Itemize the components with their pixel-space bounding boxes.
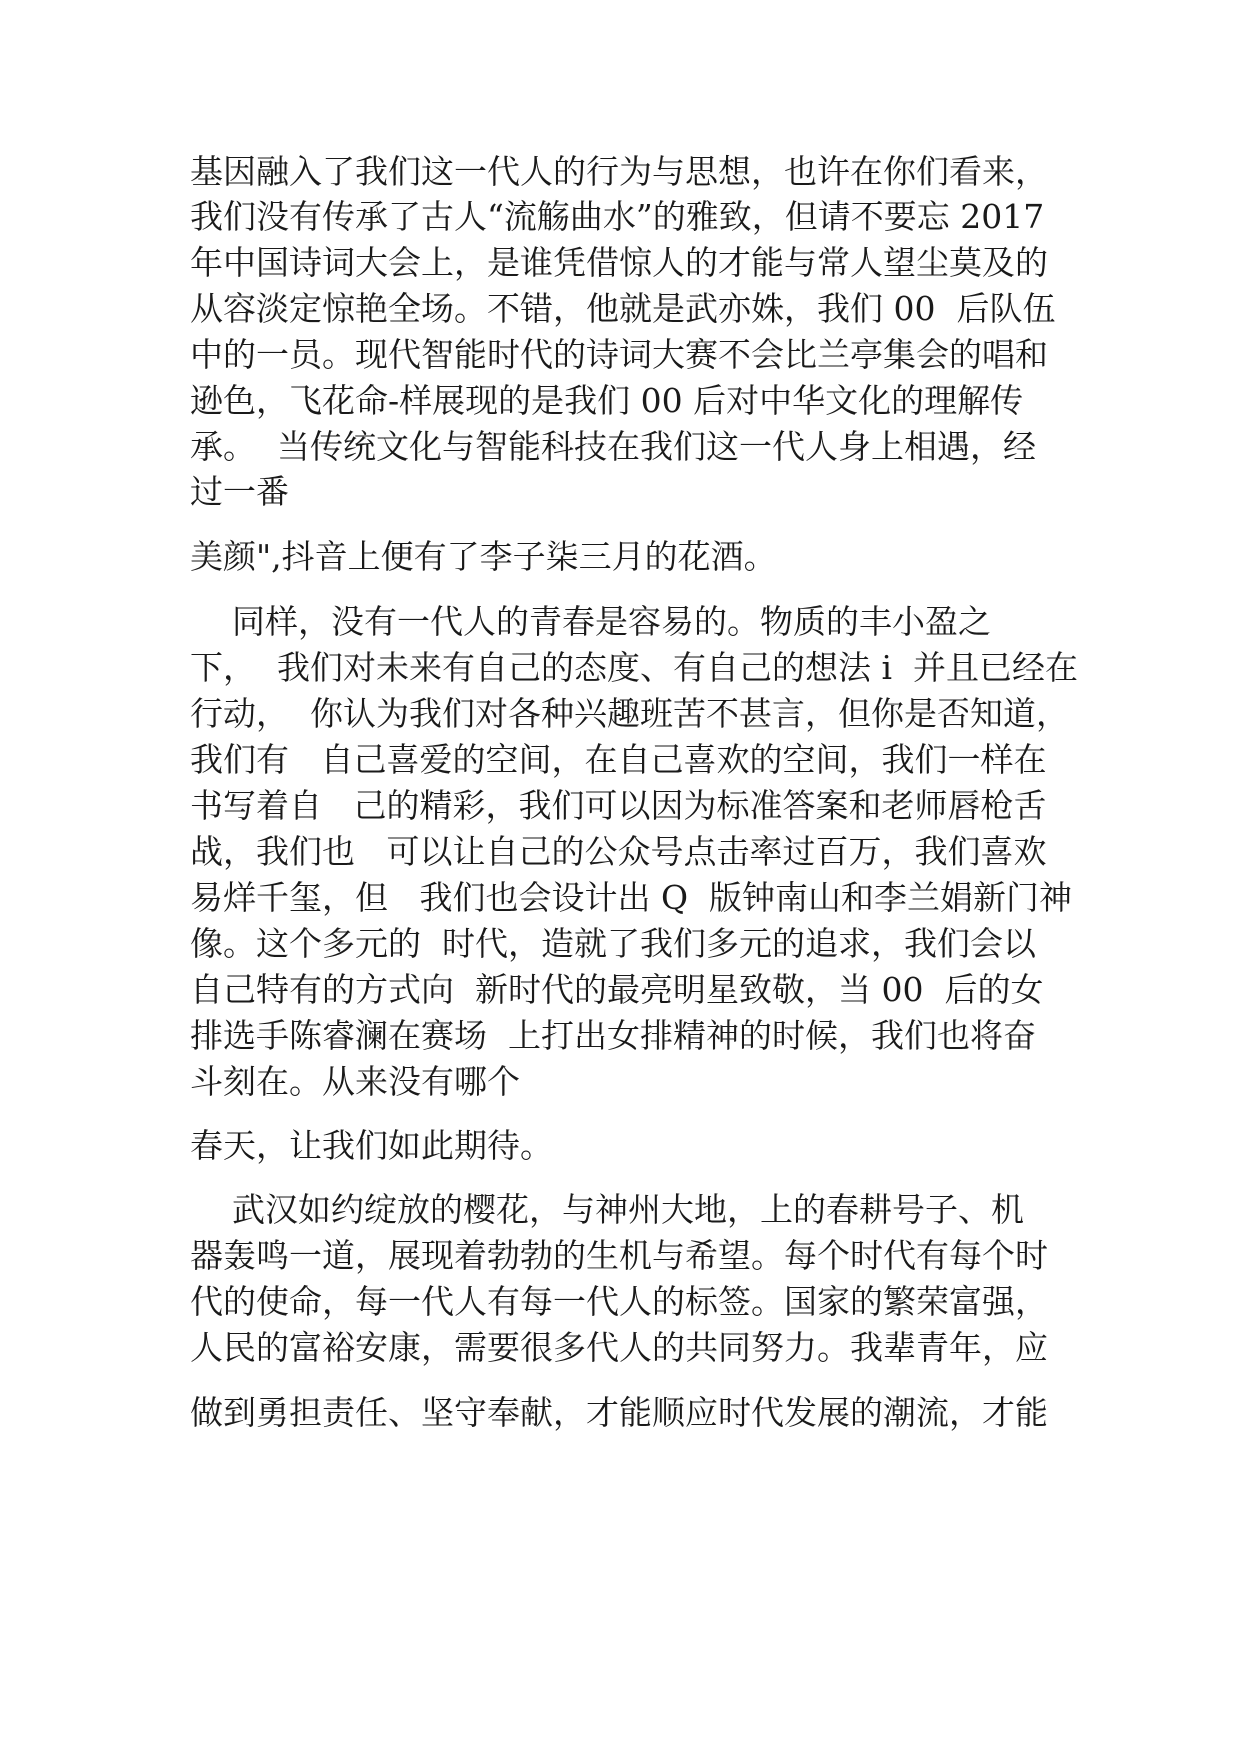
text-line: 年中国诗词大会上，是谁凭借惊人的才能与常人望尘莫及的	[190, 243, 1048, 282]
text-line: 武汉如约绽放的樱花，与神州大地，上的春耕号子、机	[190, 1190, 1024, 1229]
text-line: 做到勇担责任、坚守奉献，才能顺应时代发展的潮流，才能	[190, 1393, 1048, 1432]
text-line: 从容淡定惊艳全场。不错，他就是武亦姝，我们 00 后队伍	[190, 289, 1056, 328]
text-line: 易烊千玺，但 我们也会设计出 Q 版钟南山和李兰娟新门神	[190, 878, 1072, 917]
text-line: 代的使命，每一代人有每一代人的标签。国家的繁荣富强，	[190, 1282, 1048, 1321]
text-line: 美颜",抖音上便有了李子柒三月的花酒。	[190, 537, 777, 576]
text-line: 像。这个多元的 时代，造就了我们多元的追求，我们会以	[190, 924, 1036, 963]
text-line: 书写着自 己的精彩，我们可以因为标准答案和老师唇枪舌	[190, 786, 1047, 825]
text-line: 春天，让我们如此期待。	[190, 1126, 553, 1165]
text-line: 行动， 你认为我们对各种兴趣班苦不甚言，但你是否知道，	[190, 694, 1069, 733]
text-line: 人民的富裕安康，需要很多代人的共同努力。我辈青年，应	[190, 1328, 1048, 1367]
text-line: 战，我们也 可以让自己的公众号点击率过百万，我们喜欢	[190, 832, 1047, 871]
text-line: 逊色，飞花命-样展现的是我们 00 后对中华文化的理解传	[190, 381, 1024, 420]
text-line: 下， 我们对未来有自己的态度、有自己的想法 i 并且已经在	[190, 648, 1079, 687]
text-line: 器轰鸣一道，展现着勃勃的生机与希望。每个时代有每个时	[190, 1236, 1048, 1275]
text-line: 同样，没有一代人的青春是容易的。物质的丰小盈之	[190, 602, 991, 641]
text-line: 自己特有的方式向 新时代的最亮明星致敬，当 00 后的女	[190, 970, 1044, 1009]
text-line: 我们没有传承了古人“流觞曲水”的雅致，但请不要忘 2017	[190, 197, 1045, 236]
text-line: 中的一员。现代智能时代的诗词大赛不会比兰亭集会的唱和	[190, 335, 1048, 374]
text-line: 我们有 自己喜爱的空间，在自己喜欢的空间，我们一样在	[190, 740, 1047, 779]
text-line: 承。 当传统文化与智能科技在我们这一代人身上相遇，经	[190, 427, 1036, 466]
text-line: 排选手陈睿澜在赛场 上打出女排精神的时候，我们也将奋	[190, 1016, 1036, 1055]
text-line: 斗刻在。从来没有哪个	[190, 1062, 520, 1101]
text-line: 基因融入了我们这一代人的行为与思想，也许在你们看来，	[190, 152, 1048, 191]
text-line: 过一番	[190, 472, 289, 511]
